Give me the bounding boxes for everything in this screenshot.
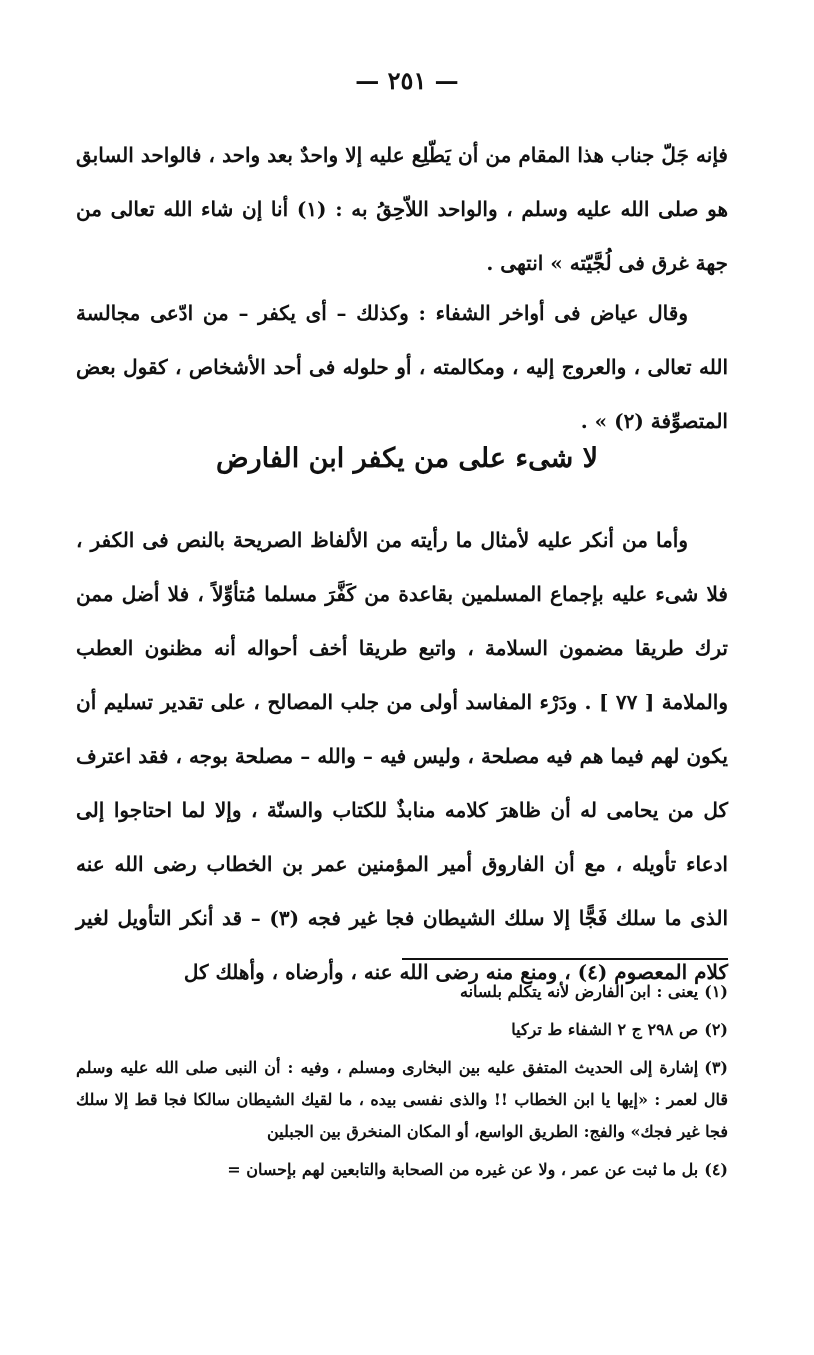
footnote-1	[76, 976, 728, 1008]
footnote-number: (٤)	[704, 1160, 728, 1179]
page-number: — ٢٥١ —	[355, 66, 459, 95]
footnote-number: (٢)	[704, 1020, 728, 1039]
footnote-4	[76, 1154, 728, 1186]
footnote-text: بل ما ثبت عن عمر ، ولا عن غيره من الصحابة والتابعين لهم بإحسان =	[227, 1160, 699, 1179]
footnote-3	[76, 1052, 728, 1148]
footnote-text: يعنى : ابن الفارض لأنه يتكلم بلسانه	[460, 982, 699, 1001]
footnote-text: إشارة إلى الحديث المتفق عليه بين البخارى ومسلم ، وفيه : أن النبى صلى الله عليه وسلم قال لعمر : «إيها يا ابن الخطاب !! والذى نفسى بيده ، ما لقيك الشيطان سالكا فجا قط إلا سلك فجا غير فجك» والفج: الطريق الواسع، أو المكان المنخرق بين الجبلين	[76, 1058, 728, 1141]
paragraph-continuation: فإنه جَلّ جناب هذا المقام من أن يَطّلِع عليه إلا واحدٌ بعد واحد ، فالواحد السابق هو صلى الله عليه وسلم ، والواحد اللاّحِقُ به : (١) أنا إن شاء الله تعالى من جهة غرق فى لُجَّيّته » انتهى .	[76, 143, 728, 275]
footnote-number: (١)	[704, 982, 728, 1001]
footnote-2	[76, 1014, 728, 1046]
footnote-text: ص ٢٩٨ ج ٢ الشفاء ط تركيا	[511, 1020, 699, 1039]
paragraph-iyad-quote-text: وقال عياض فى أواخر الشفاء : وكذلك – أى يكفر – من ادّعى مجالسة الله تعالى ، والعروج إليه ، ومكالمته ، أو حلوله فى أحد الأشخاص ، كقول بعض المتصوِّفة (٢) » .	[76, 301, 728, 433]
footnote-number: (٣)	[704, 1058, 728, 1077]
footnote-divider	[402, 958, 728, 960]
paragraph-iyad-quote	[76, 286, 728, 448]
section-heading: لا شىء على من يكفر ابن الفارض	[215, 443, 599, 474]
paragraph-main	[76, 513, 728, 999]
paragraph-main-text: وأما من أنكر عليه لأمثال ما رأيته من الألفاظ الصريحة بالنص فى الكفر ، فلا شىء عليه بإجماع المسلمين بقاعدة من كَفَّرَ مسلما مُتأوِّلاً ، فلا أضل ممن ترك طريقا مضمون السلامة ، واتبع طريقا أخف أحواله أنه مظنون العطب والملامة [ ٧٧ ] . ودَرْء المفاسد أولى من جلب المصالح ، على تقدير تسليم أن يكون لهم فيما هم فيه مصلحة ، وليس فيه – والله – مصلحة بوجه ، فقد اعترف كل من يحامى له أن ظاهرَ كلامه منابذٌ للكتاب والسنّة ، وإلا لما احتاجوا إلى ادعاء تأويله ، مع أن الفاروق أمير المؤمنين عمر بن الخطاب رضى الله عنه الذى ما سلك فَجًّا إلا سلك الشيطان فجا غير فجه (٣) – قد أنكر التأويل لغير كلام المعصوم (٤) ، ومنع منه رضى الله عنه ، وأرضاه ، وأهلك كل	[76, 528, 728, 984]
footnotes	[76, 976, 728, 1192]
